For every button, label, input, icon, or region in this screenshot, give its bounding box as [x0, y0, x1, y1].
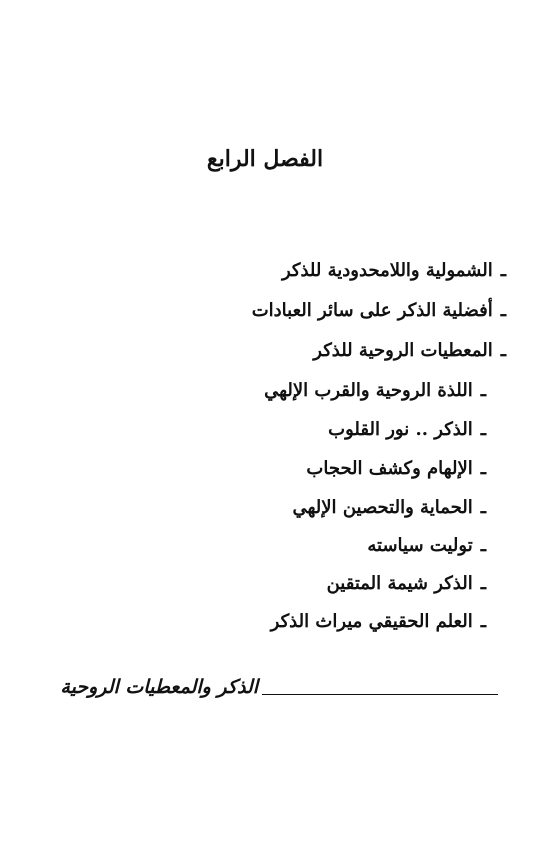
- toc-item: [293, 495, 487, 521]
- toc-item-label: الشمولية واللامحدودية للذكر: [281, 260, 493, 281]
- toc-item: [306, 456, 486, 482]
- toc-item: [264, 378, 486, 404]
- running-footer-title: الذكر والمعطيات الروحية: [60, 676, 258, 698]
- toc-item-label: توليت سياسته: [367, 535, 473, 556]
- toc-item-label: الإلهام وكشف الحجاب: [306, 458, 473, 479]
- toc-item: [327, 571, 486, 597]
- toc-dash: ـ: [500, 260, 506, 281]
- toc-dash: ـ: [500, 300, 506, 321]
- toc-dash: ـ: [480, 419, 486, 440]
- toc-item: [252, 298, 506, 324]
- toc-item: [271, 609, 486, 635]
- toc-item-label: العلم الحقيقي ميراث الذكر: [270, 611, 473, 632]
- toc-item-label: المعطيات الروحية للذكر: [313, 340, 493, 361]
- chapter-title: الفصل الرابع: [206, 146, 324, 172]
- toc-item-label: الذكر شيمة المتقين: [326, 573, 473, 594]
- toc-dash: ـ: [480, 573, 486, 594]
- toc-dash: ـ: [500, 340, 506, 361]
- toc-dash: ـ: [480, 458, 486, 479]
- toc-item-label: اللذة الروحية والقرب الإلهي: [264, 380, 473, 401]
- toc-item-label: الحماية والتحصين الإلهي: [292, 497, 473, 518]
- toc-item: [328, 417, 486, 443]
- toc-dash: ـ: [480, 535, 486, 556]
- toc-dash: ـ: [480, 497, 486, 518]
- toc-item: [367, 533, 486, 559]
- toc-item: [313, 338, 506, 364]
- footer-divider: [262, 694, 498, 695]
- toc-item: [282, 258, 506, 284]
- toc-dash: ـ: [480, 380, 486, 401]
- toc-dash: ـ: [480, 611, 486, 632]
- toc-item-label: أفضلية الذكر على سائر العبادات: [251, 300, 493, 321]
- toc-item-label: الذكر .. نور القلوب: [328, 419, 473, 440]
